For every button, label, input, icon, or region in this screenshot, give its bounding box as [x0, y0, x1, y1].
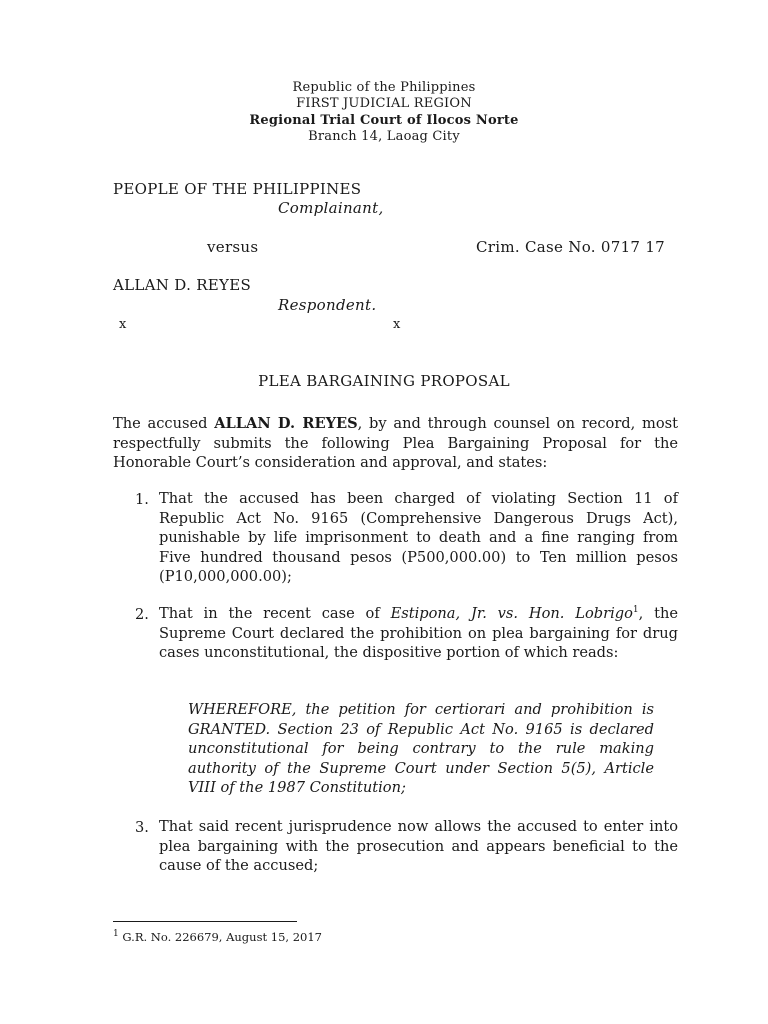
footnote-reference: 1 [632, 605, 639, 616]
cited-case-name: Estipona, Jr. vs. Hon. Lobrigo [390, 605, 633, 622]
header-republic: Republic of the Philippines [292, 80, 476, 95]
item-1-text: That the accused has been charged of violating Section 11 of Republic Act No. 9165 (Comprehensive Dangerous Drugs Act), punishable by life imprisonment to death and a fine ranging from Five hundred thousand pesos (P500,000.00) to Ten million pesos (P10,000,000.00); [159, 490, 678, 585]
footnote [113, 930, 322, 944]
dispositive-quote: WHEREFORE, the petition for certiorari and prohibition is GRANTED. Section 23 of Republic Act No. 9165 is declared unconstitutional for being contrary to the rule making authority of the Supreme Court under Section 5(5), Article VIII of the 1987 Constitution; [188, 701, 654, 796]
versus-label: versus [207, 238, 259, 256]
respondent-name: ALLAN D. REYES [113, 276, 252, 294]
accused-name: ALLAN D. REYES [214, 415, 358, 432]
item-2-text [159, 604, 678, 663]
case-number: Crim. Case No. 0717 17 [476, 238, 666, 256]
item-1-number: 1. [135, 491, 149, 508]
item-3-text: That said recent jurisprudence now allows the accused to enter into plea bargaining with the prosecution and appears beneficial to the cause of the accused; [159, 818, 678, 874]
item-2-lead: That in the recent case of [159, 605, 391, 622]
document-title: PLEA BARGAINING PROPOSAL [258, 372, 510, 390]
item-3-number: 3. [135, 819, 149, 836]
intro-lead: The accused [113, 415, 215, 432]
plaintiff-name: PEOPLE OF THE PHILIPPINES [113, 180, 362, 198]
caption-closing-x-left: x [119, 317, 127, 332]
footnote-marker: 1 [113, 929, 119, 940]
plaintiff-role: Complainant, [278, 199, 384, 217]
caption-closing-x-right: x [393, 317, 401, 332]
intro-rest: , by and through counsel on record, most respectfully submits the following Plea Bargaining Proposal for the Honorable Court’s consideration and approval, and states: [113, 415, 679, 471]
item-2-rest: , the Supreme Court declared the prohibition on plea bargaining for drug cases unconstitutional, the dispositive portion of which reads: [159, 605, 678, 661]
intro-paragraph [113, 414, 678, 473]
item-2-number: 2. [135, 606, 149, 623]
footnote-separator [113, 921, 297, 922]
header-court-name: Regional Trial Court of Ilocos Norte [249, 113, 519, 128]
footnote-text: G.R. No. 226679, August 15, 2017 [118, 930, 322, 944]
respondent-role: Respondent. [278, 296, 377, 314]
header-branch: Branch 14, Laoag City [308, 129, 460, 144]
header-judicial-region: FIRST JUDICIAL REGION [296, 96, 472, 111]
